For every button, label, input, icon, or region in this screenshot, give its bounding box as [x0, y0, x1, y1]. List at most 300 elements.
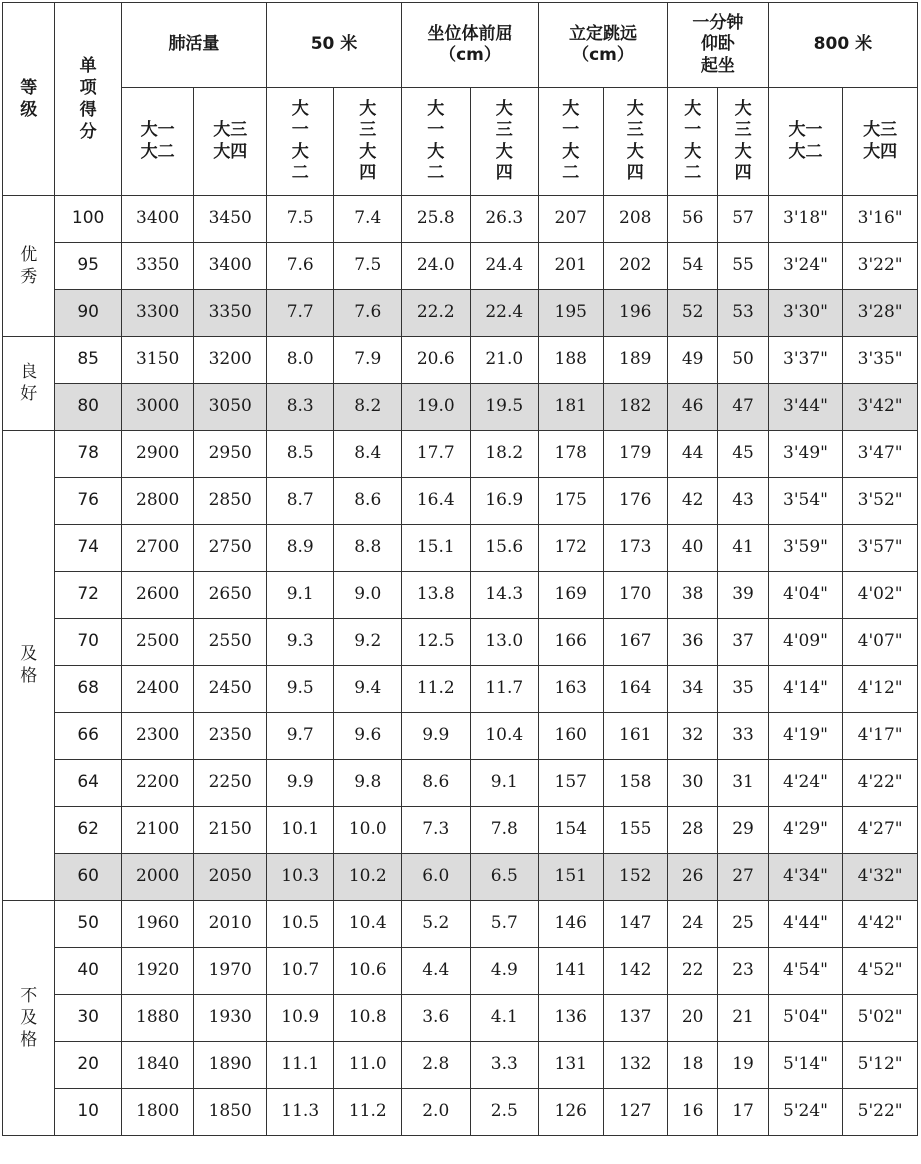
value-cell: 3'47": [843, 431, 918, 478]
value-cell: 31: [718, 760, 768, 807]
value-cell: 11.2: [334, 1089, 402, 1136]
fitness-score-table: [2, 2, 918, 1136]
table-row: [3, 196, 918, 243]
value-cell: 15.1: [402, 525, 471, 572]
value-cell: 46: [668, 384, 718, 431]
value-cell: 3350: [194, 290, 267, 337]
value-cell: 53: [718, 290, 768, 337]
value-cell: 166: [539, 619, 603, 666]
value-cell: 201: [539, 243, 603, 290]
score-cell: 70: [55, 619, 122, 666]
grade-cell: 不及格: [3, 901, 55, 1136]
value-cell: 2800: [121, 478, 194, 525]
value-cell: 10.1: [266, 807, 334, 854]
value-cell: 208: [603, 196, 667, 243]
value-cell: 25.8: [402, 196, 471, 243]
value-cell: 2600: [121, 572, 194, 619]
value-cell: 24: [668, 901, 718, 948]
table-row: [3, 901, 918, 948]
grade-cell: 优秀: [3, 196, 55, 337]
value-cell: 2450: [194, 666, 267, 713]
value-cell: 43: [718, 478, 768, 525]
table-row: [3, 384, 918, 431]
value-cell: 167: [603, 619, 667, 666]
value-cell: 136: [539, 995, 603, 1042]
value-cell: 9.3: [266, 619, 334, 666]
value-cell: 22: [668, 948, 718, 995]
score-cell: 100: [55, 196, 122, 243]
value-cell: 4'12": [843, 666, 918, 713]
sub-header: 大三大四: [603, 88, 667, 196]
value-cell: 173: [603, 525, 667, 572]
score-cell: 60: [55, 854, 122, 901]
grade-cell: 及格: [3, 431, 55, 901]
value-cell: 2050: [194, 854, 267, 901]
score-cell: 64: [55, 760, 122, 807]
run800-header: 800 米: [768, 3, 917, 88]
table-row: [3, 854, 918, 901]
score-header: 单项得分: [55, 3, 122, 196]
sub-header: 大一大二: [539, 88, 603, 196]
value-cell: 1800: [121, 1089, 194, 1136]
value-cell: 5'02": [843, 995, 918, 1042]
value-cell: 5'22": [843, 1089, 918, 1136]
value-cell: 3000: [121, 384, 194, 431]
value-cell: 4'14": [768, 666, 843, 713]
value-cell: 21: [718, 995, 768, 1042]
value-cell: 55: [718, 243, 768, 290]
value-cell: 7.7: [266, 290, 334, 337]
value-cell: 3150: [121, 337, 194, 384]
value-cell: 137: [603, 995, 667, 1042]
value-cell: 17.7: [402, 431, 471, 478]
value-cell: 5'04": [768, 995, 843, 1042]
value-cell: 10.9: [266, 995, 334, 1042]
value-cell: 178: [539, 431, 603, 478]
value-cell: 32: [668, 713, 718, 760]
score-cell: 78: [55, 431, 122, 478]
value-cell: 1920: [121, 948, 194, 995]
value-cell: 5'12": [843, 1042, 918, 1089]
value-cell: 189: [603, 337, 667, 384]
value-cell: 9.6: [334, 713, 402, 760]
value-cell: 2550: [194, 619, 267, 666]
value-cell: 3'28": [843, 290, 918, 337]
value-cell: 3'37": [768, 337, 843, 384]
value-cell: 17: [718, 1089, 768, 1136]
value-cell: 56: [668, 196, 718, 243]
value-cell: 1840: [121, 1042, 194, 1089]
value-cell: 3.6: [402, 995, 471, 1042]
value-cell: 35: [718, 666, 768, 713]
value-cell: 9.7: [266, 713, 334, 760]
value-cell: 20: [668, 995, 718, 1042]
value-cell: 4'09": [768, 619, 843, 666]
value-cell: 4'17": [843, 713, 918, 760]
value-cell: 4'24": [768, 760, 843, 807]
value-cell: 1960: [121, 901, 194, 948]
value-cell: 9.5: [266, 666, 334, 713]
value-cell: 154: [539, 807, 603, 854]
value-cell: 169: [539, 572, 603, 619]
table-row: [3, 337, 918, 384]
sub-header: 大一大二: [402, 88, 471, 196]
score-cell: 66: [55, 713, 122, 760]
value-cell: 15.6: [470, 525, 539, 572]
sprint-header: 50 米: [266, 3, 401, 88]
value-cell: 18.2: [470, 431, 539, 478]
value-cell: 4.1: [470, 995, 539, 1042]
score-cell: 20: [55, 1042, 122, 1089]
value-cell: 3350: [121, 243, 194, 290]
value-cell: 160: [539, 713, 603, 760]
value-cell: 8.8: [334, 525, 402, 572]
value-cell: 157: [539, 760, 603, 807]
table-row: [3, 572, 918, 619]
value-cell: 3'16": [843, 196, 918, 243]
value-cell: 2150: [194, 807, 267, 854]
value-cell: 1930: [194, 995, 267, 1042]
vital-capacity-header: 肺活量: [121, 3, 266, 88]
value-cell: 126: [539, 1089, 603, 1136]
value-cell: 16.4: [402, 478, 471, 525]
value-cell: 50: [718, 337, 768, 384]
value-cell: 142: [603, 948, 667, 995]
value-cell: 30: [668, 760, 718, 807]
value-cell: 6.5: [470, 854, 539, 901]
value-cell: 8.2: [334, 384, 402, 431]
value-cell: 19.0: [402, 384, 471, 431]
value-cell: 10.0: [334, 807, 402, 854]
score-cell: 85: [55, 337, 122, 384]
value-cell: 170: [603, 572, 667, 619]
sub-header: 大三大四: [718, 88, 768, 196]
value-cell: 181: [539, 384, 603, 431]
value-cell: 9.2: [334, 619, 402, 666]
sub-header: 大一大二: [768, 88, 843, 196]
value-cell: 4'04": [768, 572, 843, 619]
value-cell: 8.5: [266, 431, 334, 478]
value-cell: 176: [603, 478, 667, 525]
value-cell: 22.4: [470, 290, 539, 337]
value-cell: 3'24": [768, 243, 843, 290]
value-cell: 7.8: [470, 807, 539, 854]
value-cell: 4'22": [843, 760, 918, 807]
value-cell: 52: [668, 290, 718, 337]
value-cell: 2300: [121, 713, 194, 760]
value-cell: 8.0: [266, 337, 334, 384]
value-cell: 7.3: [402, 807, 471, 854]
value-cell: 2350: [194, 713, 267, 760]
value-cell: 3'18": [768, 196, 843, 243]
value-cell: 3'57": [843, 525, 918, 572]
value-cell: 3300: [121, 290, 194, 337]
value-cell: 7.5: [334, 243, 402, 290]
situps-header: 一分钟 仰卧 起坐: [668, 3, 769, 88]
value-cell: 27: [718, 854, 768, 901]
value-cell: 54: [668, 243, 718, 290]
value-cell: 11.1: [266, 1042, 334, 1089]
value-cell: 3'42": [843, 384, 918, 431]
value-cell: 11.0: [334, 1042, 402, 1089]
value-cell: 5.7: [470, 901, 539, 948]
value-cell: 4'32": [843, 854, 918, 901]
value-cell: 8.6: [334, 478, 402, 525]
value-cell: 4'02": [843, 572, 918, 619]
value-cell: 26: [668, 854, 718, 901]
value-cell: 22.2: [402, 290, 471, 337]
value-cell: 3'59": [768, 525, 843, 572]
score-cell: 68: [55, 666, 122, 713]
value-cell: 5'24": [768, 1089, 843, 1136]
sub-header: 大一大二: [668, 88, 718, 196]
value-cell: 3'30": [768, 290, 843, 337]
table-row: [3, 1042, 918, 1089]
value-cell: 3'22": [843, 243, 918, 290]
value-cell: 196: [603, 290, 667, 337]
value-cell: 151: [539, 854, 603, 901]
value-cell: 9.9: [402, 713, 471, 760]
value-cell: 147: [603, 901, 667, 948]
value-cell: 4'07": [843, 619, 918, 666]
score-cell: 30: [55, 995, 122, 1042]
value-cell: 1880: [121, 995, 194, 1042]
value-cell: 2950: [194, 431, 267, 478]
value-cell: 4'54": [768, 948, 843, 995]
value-cell: 8.4: [334, 431, 402, 478]
table-row: [3, 478, 918, 525]
value-cell: 1850: [194, 1089, 267, 1136]
value-cell: 18: [668, 1042, 718, 1089]
value-cell: 3200: [194, 337, 267, 384]
grade-cell: 良好: [3, 337, 55, 431]
value-cell: 41: [718, 525, 768, 572]
value-cell: 10.7: [266, 948, 334, 995]
value-cell: 158: [603, 760, 667, 807]
value-cell: 179: [603, 431, 667, 478]
score-cell: 62: [55, 807, 122, 854]
value-cell: 9.1: [266, 572, 334, 619]
value-cell: 40: [668, 525, 718, 572]
value-cell: 11.2: [402, 666, 471, 713]
value-cell: 2900: [121, 431, 194, 478]
value-cell: 7.5: [266, 196, 334, 243]
sit-reach-header: 坐位体前屈 （cm）: [402, 3, 539, 88]
value-cell: 2850: [194, 478, 267, 525]
value-cell: 23: [718, 948, 768, 995]
score-cell: 76: [55, 478, 122, 525]
value-cell: 14.3: [470, 572, 539, 619]
value-cell: 10.6: [334, 948, 402, 995]
header-row-top: [3, 3, 918, 88]
table-row: [3, 666, 918, 713]
sub-header: 大一大二: [121, 88, 194, 196]
value-cell: 172: [539, 525, 603, 572]
value-cell: 10.4: [470, 713, 539, 760]
value-cell: 28: [668, 807, 718, 854]
value-cell: 3'44": [768, 384, 843, 431]
value-cell: 4'19": [768, 713, 843, 760]
value-cell: 21.0: [470, 337, 539, 384]
score-cell: 74: [55, 525, 122, 572]
value-cell: 2650: [194, 572, 267, 619]
value-cell: 7.6: [266, 243, 334, 290]
value-cell: 6.0: [402, 854, 471, 901]
value-cell: 7.9: [334, 337, 402, 384]
value-cell: 29: [718, 807, 768, 854]
table-row: [3, 713, 918, 760]
value-cell: 164: [603, 666, 667, 713]
value-cell: 37: [718, 619, 768, 666]
value-cell: 2750: [194, 525, 267, 572]
value-cell: 146: [539, 901, 603, 948]
value-cell: 9.1: [470, 760, 539, 807]
value-cell: 9.8: [334, 760, 402, 807]
grade-header: 等级: [3, 3, 55, 196]
value-cell: 127: [603, 1089, 667, 1136]
value-cell: 19: [718, 1042, 768, 1089]
score-table-container: [2, 2, 918, 1136]
value-cell: 202: [603, 243, 667, 290]
value-cell: 3'35": [843, 337, 918, 384]
value-cell: 4'27": [843, 807, 918, 854]
value-cell: 39: [718, 572, 768, 619]
value-cell: 24.4: [470, 243, 539, 290]
score-cell: 95: [55, 243, 122, 290]
value-cell: 11.7: [470, 666, 539, 713]
value-cell: 195: [539, 290, 603, 337]
value-cell: 188: [539, 337, 603, 384]
value-cell: 2500: [121, 619, 194, 666]
value-cell: 4'34": [768, 854, 843, 901]
value-cell: 152: [603, 854, 667, 901]
score-cell: 40: [55, 948, 122, 995]
value-cell: 2250: [194, 760, 267, 807]
value-cell: 38: [668, 572, 718, 619]
sub-header: 大三大四: [194, 88, 267, 196]
score-cell: 90: [55, 290, 122, 337]
value-cell: 3'49": [768, 431, 843, 478]
value-cell: 42: [668, 478, 718, 525]
value-cell: 2.0: [402, 1089, 471, 1136]
value-cell: 47: [718, 384, 768, 431]
value-cell: 2700: [121, 525, 194, 572]
value-cell: 4'52": [843, 948, 918, 995]
value-cell: 13.0: [470, 619, 539, 666]
value-cell: 3400: [121, 196, 194, 243]
value-cell: 207: [539, 196, 603, 243]
header-row-sub: [3, 88, 918, 196]
value-cell: 182: [603, 384, 667, 431]
score-cell: 72: [55, 572, 122, 619]
value-cell: 11.3: [266, 1089, 334, 1136]
value-cell: 131: [539, 1042, 603, 1089]
value-cell: 8.9: [266, 525, 334, 572]
value-cell: 24.0: [402, 243, 471, 290]
value-cell: 163: [539, 666, 603, 713]
value-cell: 141: [539, 948, 603, 995]
value-cell: 10.5: [266, 901, 334, 948]
value-cell: 3050: [194, 384, 267, 431]
table-row: [3, 243, 918, 290]
value-cell: 9.0: [334, 572, 402, 619]
table-row: [3, 760, 918, 807]
table-row: [3, 525, 918, 572]
value-cell: 8.3: [266, 384, 334, 431]
value-cell: 49: [668, 337, 718, 384]
value-cell: 10.2: [334, 854, 402, 901]
value-cell: 175: [539, 478, 603, 525]
value-cell: 2200: [121, 760, 194, 807]
value-cell: 4'42": [843, 901, 918, 948]
value-cell: 44: [668, 431, 718, 478]
value-cell: 34: [668, 666, 718, 713]
table-row: [3, 995, 918, 1042]
value-cell: 26.3: [470, 196, 539, 243]
value-cell: 9.9: [266, 760, 334, 807]
value-cell: 10.3: [266, 854, 334, 901]
value-cell: 36: [668, 619, 718, 666]
value-cell: 2100: [121, 807, 194, 854]
value-cell: 16.9: [470, 478, 539, 525]
value-cell: 2010: [194, 901, 267, 948]
value-cell: 10.8: [334, 995, 402, 1042]
value-cell: 5.2: [402, 901, 471, 948]
value-cell: 33: [718, 713, 768, 760]
value-cell: 5'14": [768, 1042, 843, 1089]
table-row: [3, 431, 918, 478]
sub-header: 大三大四: [843, 88, 918, 196]
value-cell: 16: [668, 1089, 718, 1136]
value-cell: 45: [718, 431, 768, 478]
sub-header: 大三大四: [470, 88, 539, 196]
table-row: [3, 1089, 918, 1136]
value-cell: 13.8: [402, 572, 471, 619]
value-cell: 155: [603, 807, 667, 854]
table-row: [3, 807, 918, 854]
sub-header: 大三大四: [334, 88, 402, 196]
table-row: [3, 619, 918, 666]
score-cell: 80: [55, 384, 122, 431]
value-cell: 12.5: [402, 619, 471, 666]
value-cell: 4'29": [768, 807, 843, 854]
value-cell: 1970: [194, 948, 267, 995]
value-cell: 57: [718, 196, 768, 243]
score-cell: 50: [55, 901, 122, 948]
value-cell: 19.5: [470, 384, 539, 431]
value-cell: 8.7: [266, 478, 334, 525]
value-cell: 20.6: [402, 337, 471, 384]
value-cell: 4.4: [402, 948, 471, 995]
value-cell: 2.8: [402, 1042, 471, 1089]
score-table-body: [3, 196, 918, 1136]
value-cell: 3'52": [843, 478, 918, 525]
score-cell: 10: [55, 1089, 122, 1136]
value-cell: 4'44": [768, 901, 843, 948]
value-cell: 8.6: [402, 760, 471, 807]
value-cell: 3400: [194, 243, 267, 290]
value-cell: 3.3: [470, 1042, 539, 1089]
table-row: [3, 948, 918, 995]
value-cell: 9.4: [334, 666, 402, 713]
long-jump-header: 立定跳远 （cm）: [539, 3, 668, 88]
value-cell: 3450: [194, 196, 267, 243]
value-cell: 3'54": [768, 478, 843, 525]
value-cell: 7.4: [334, 196, 402, 243]
value-cell: 7.6: [334, 290, 402, 337]
value-cell: 161: [603, 713, 667, 760]
value-cell: 132: [603, 1042, 667, 1089]
